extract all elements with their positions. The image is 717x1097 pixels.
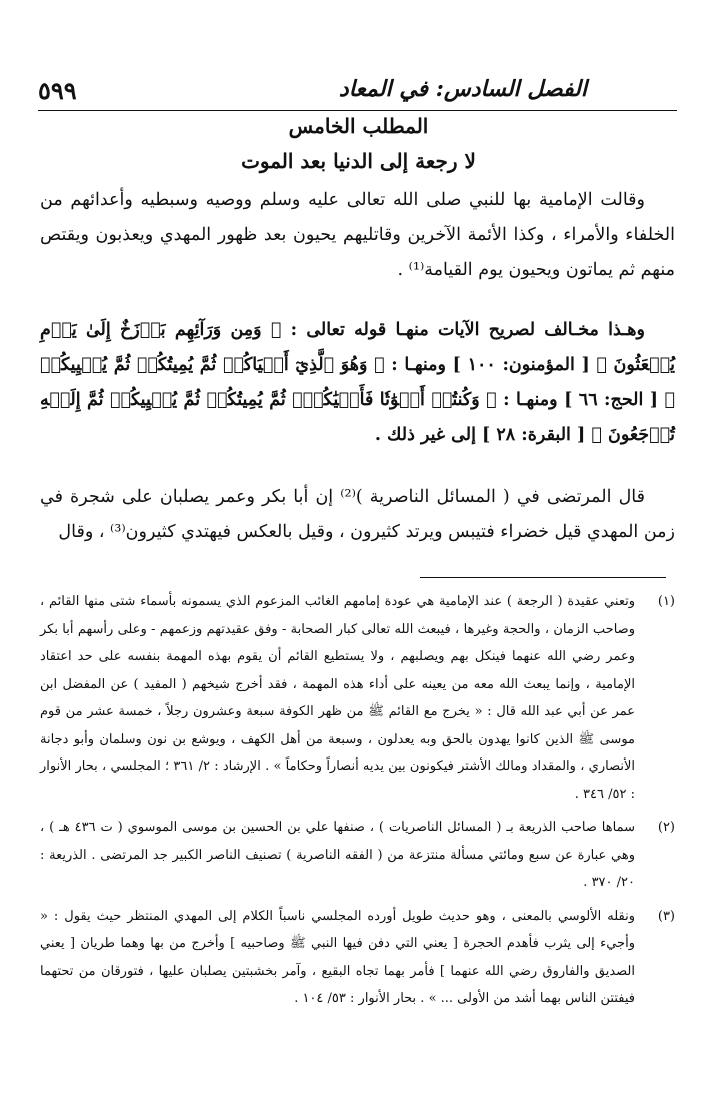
footnotes xyxy=(40,588,675,1019)
footnote-3 xyxy=(40,903,675,1013)
footnote-text: وتعني عقيدة ( الرجعة ) عند الإمامية هي عودة إمامهم الغائب المزعوم الذي يسمونه بأسماء شتى منها القائم ، وصاحب الزمان ، والحجة وغيرها ، فيبعث الله تعالى كبار الصحابة - وفق عقيدتهم وزعمهم - وعلى رأسهم أبا بكر وعمر رضي الله عنهما فينكل بهم ويصلبهم ، ولا يستطيع القائم أن يقوم بهذه المهمة بنفسه على حد اعتقاد الإمامية ، وإنما يبعث الله معه من يعينه على أداء هذه المهمة ، فقد أخرج شيخهم ( المفيد ) عن المفضل ابن عمر عن أبي عبد الله قال : « يخرج مع القائم ﷺ من ظهر الكوفة سبعة وعشرون رجلاً ، خمسة عشر من قوم موسى ﷺ الذين كانوا يهدون بالحق وبه يعدلون ، وسبعة من أهل الكهف ، ويوشع بن نون وسلمان وأبو دجانة الأنصاري ، والمقداد ومالك الأشتر فيكونون بين يديه أنصاراً وحكاماً » . الإرشاد : ٢/ ٣٦١ ؛ المجلسي ، بحار الأنوار : ٥٢/ ٣٤٦ . xyxy=(40,594,635,802)
running-head: الفصل السادس: في المعاد xyxy=(338,76,587,102)
paragraph-text: قال المرتضى في ( المسائل الناصرية )⁽²⁾ إن أبا بكر وعمر يصلبان على شجرة في زمن المهدي قيل خضراء فتيبس ويرتد كثيرون ، وقيل بالعكس فيهتدي كثيرون⁽³⁾ ، وقال xyxy=(40,487,675,542)
main-paragraph-3 xyxy=(40,480,675,550)
footnote-text: سماها صاحب الذريعة بـ ( المسائل الناصريات ) ، صنفها علي بن الحسين بن موسى الموسوي ( ت ٤٣٦ هـ ) ، وهي عبارة عن سبع ومائتي مسألة منتزعة من ( الفقه الناصرية ) تصنيف الناصر الكبير جد المرتضى . الذريعة : ٢٠/ ٣٧٠ . xyxy=(40,820,635,890)
footnote-text: ونقله الألوسي بالمعنى ، وهو حديث طويل أورده المجلسي ناسباً الكلام إلى المهدي المنتظر حيث يقول : « وأجيء إلى يثرب فأهدم الحجرة [ يعني التي دفن فيها النبي ﷺ وصاحبيه ] وأخرج من بها وهما طريان [ يعني الصديق والفاروق رضي الله عنهما ] فأمر بهما تجاه البقيع ، وآمر بخشبتين يصلبان عليها ، فتورقان من تحتهما فيفتتن الناس بهما أشد من الأولى ... » . بحار الأنوار : ٥٣/ ١٠٤ . xyxy=(40,908,636,1006)
chapter-title: لا رجعة إلى الدنيا بعد الموت xyxy=(241,149,476,173)
footnote-1 xyxy=(40,588,675,808)
footnote-number: (١) xyxy=(657,594,675,609)
paragraph-text: وقالت الإمامية بها للنبي صلى الله تعالى عليه وسلم ووصيه وسبطيه وأعدائهم من الخلفاء والأمراء ، وكذا الأئمة الآخرين وقاتليهم يحيون بعد ظهور المهدي ويعذبون ويقتص منهم ثم يماتون ويحيون يوم القيامة⁽¹⁾ . xyxy=(40,190,675,280)
footnote-2 xyxy=(40,814,675,897)
quran-verses-paragraph: وهـذا مخـالف لصريح الآيات منهـا قوله تعالى : ﴿ وَمِن وَرَآئِهِم بَرۡزَخٌ إِلَىٰ يَوۡمِ يُبۡعَثُونَ ﴾ [ المؤمنون: ١٠٠ ] ومنهـا : ﴿ وَهُوَ ٱلَّذِيٓ أَحۡيَاكُمۡ ثُمَّ يُمِيتُكُمۡ ثُمَّ يُحۡيِيكُمۡ ﴾ [ الحج: ٦٦ ] ومنهـا : ﴿ وَكُنتُمۡ أَمۡوَٰتٗا فَأَحۡيَٰكُمۡۖ ثُمَّ يُمِيتُكُمۡ ثُمَّ يُحۡيِيكُمۡ ثُمَّ إِلَيۡهِ تُرۡجَعُونَ ﴾ [ البقرة: ٢٨ ] إلى غير ذلك . xyxy=(40,320,676,445)
footnote-number: (٢) xyxy=(657,820,675,835)
page-number: ٥٩٩ xyxy=(38,76,77,105)
section-title: المطلب الخامس xyxy=(288,114,429,138)
main-paragraph-1 xyxy=(40,183,675,288)
footnote-number: (٣) xyxy=(657,908,675,924)
page-header xyxy=(38,70,677,111)
main-paragraph-2 xyxy=(40,313,675,453)
footnote-divider xyxy=(420,577,666,578)
